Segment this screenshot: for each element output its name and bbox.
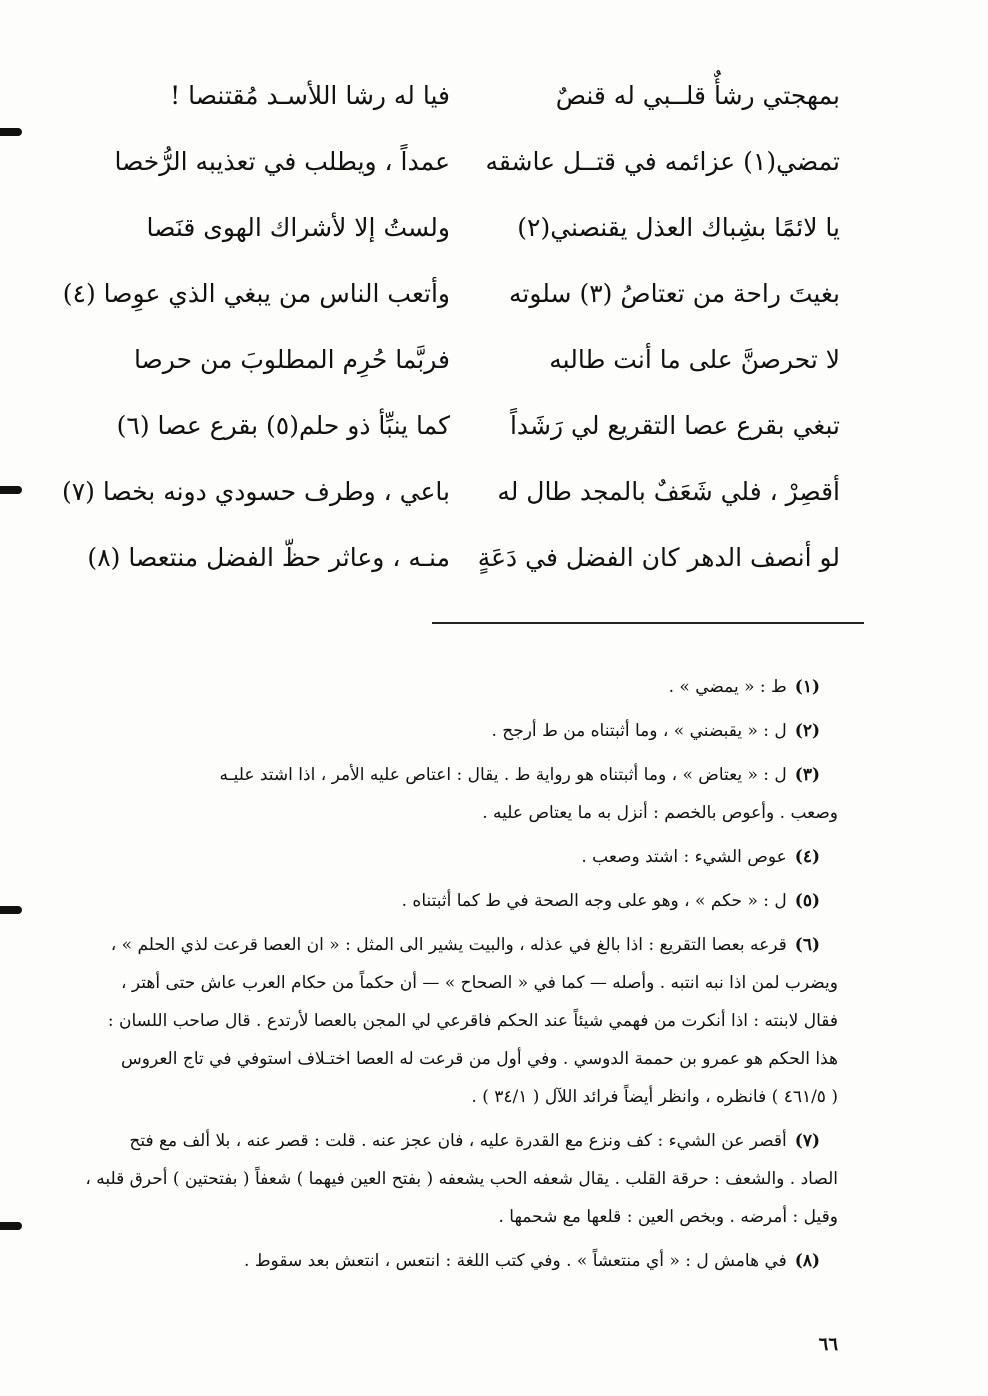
- footnote-text: وصعب . وأعوص بالخصم : أنزل به ما يعتاص عليه .: [482, 803, 838, 823]
- verse-line: [61, 458, 840, 524]
- footnote: [78, 926, 838, 1116]
- footnote-text: هذا الحكم هو عمرو بن حممة الدوسي . وفي أول من قرعت له العصا اختـلاف استوفي في تاج العروس: [121, 1049, 838, 1069]
- scan-margin-mark: [0, 1222, 22, 1230]
- verse-first-hemistich: يا لائمًا بشِباك العذل يقنصني(٢): [517, 212, 840, 242]
- footnote-text: في هامش ل : « أي منتعشاً » . وفي كتب اللغة : انتعس ، انتعش بعد سقوط .: [244, 1251, 787, 1271]
- footnote-number: (٣): [794, 765, 820, 785]
- footnote-number: (٧): [794, 1131, 820, 1151]
- verse-line: [87, 524, 840, 590]
- footnote: [78, 1242, 838, 1280]
- footnote-text: ( ٤٦١/٥ ) فانظره ، وانظر أيضاً فرائد اللآل ( ٣٤/١ ) .: [471, 1087, 838, 1107]
- footnote: [78, 882, 838, 920]
- footnote: [78, 756, 838, 832]
- verse-first-hemistich: لو أنصف الدهر كان الفضل في دَعَةٍ: [477, 542, 840, 572]
- footnote: [78, 838, 838, 876]
- verse-first-hemistich: بمهجتي رشأٌ قلــبي له قنصٌ: [555, 80, 840, 110]
- footnote-number: (٦): [794, 935, 820, 955]
- scan-margin-mark: [0, 128, 22, 136]
- footnote-text: وقيل : أمرضه . وبخص العين : قلعها مع شحمها .: [498, 1207, 838, 1227]
- verse-first-hemistich: بغيتَ راحة من تعتاصُ (٣) سلوته: [509, 278, 840, 308]
- footnote-text: ل : « يقبضني » ، وما أثبتناه من ط أرجح .: [491, 721, 787, 741]
- verse-line: [90, 62, 840, 128]
- verse-second-hemistich: كما ينبِّأ ذو حلم(٥) بقرع عصا (٦): [116, 410, 450, 440]
- footnote: [78, 668, 838, 706]
- footnote-divider: [432, 622, 864, 624]
- footnote: [78, 712, 838, 750]
- footnote-text: الصاد . والشعف : حرقة القلب . يقال شعفه الحب يشعفه ( بفتح العين فيهما ) شعفاً ( بفتحتين ) أحرق قلبه ،: [85, 1169, 838, 1189]
- footnote-number: (١): [794, 677, 820, 697]
- verse-second-hemistich: فربَّما حُرِم المطلوبَ من حرصا: [133, 344, 450, 374]
- footnote: [78, 1122, 838, 1236]
- footnote-text: فقال لابنته : اذا أنكرت من فهمي شيئاً عند الحكم فاقرعي لي المجن بالعصا لأرتدع . قال صاحب اللسان :: [107, 1011, 838, 1031]
- footnote-text: ط : « يمضي » .: [668, 677, 787, 697]
- footnote-number: (٥): [794, 891, 820, 911]
- verse-second-hemistich: وأتعب الناس من يبغي الذي عوِصا (٤): [62, 278, 450, 308]
- verse-first-hemistich: تمضي(١) عزائمه في قتــل عاشقه: [485, 146, 840, 176]
- poem-verses: [61, 62, 840, 590]
- verse-line: [90, 128, 840, 194]
- scan-margin-mark: [0, 486, 22, 494]
- footnote-number: (٢): [794, 721, 820, 741]
- footnote-text: ل : « حكم » ، وهو على وجه الصحة في ط كما أثبتناه .: [401, 891, 787, 911]
- footnote-text: ل : « يعتاض » ، وما أثبتناه هو رواية ط . يقال : اعتاص عليه الأمر ، اذا اشتد عليـه: [219, 765, 787, 785]
- footnote-number: (٨): [794, 1251, 820, 1271]
- verse-second-hemistich: ولستُ إلا لأشراك الهوى قنَصا: [146, 212, 450, 242]
- footnote-text: عوص الشيء : اشتد وصعب .: [581, 847, 787, 867]
- verse-first-hemistich: لا تحرصنَّ على ما أنت طالبه: [549, 344, 840, 374]
- verse-line: [90, 392, 840, 458]
- footnote-text: أقصر عن الشيء : كف ونزع مع القدرة عليه ، فان عجز عنه . قلت : قصر عنه ، بلا ألف مع فتح: [129, 1131, 787, 1151]
- verse-first-hemistich: تبغي بقرع عصا التقريع لي رَشَداً: [509, 410, 840, 440]
- verse-second-hemistich: عمداً ، ويطلب في تعذيبه الرُّخصا: [114, 146, 450, 176]
- verse-second-hemistich: فيا له رشا اللأسـد مُقتنصا !: [170, 80, 450, 110]
- footnotes: [78, 662, 838, 1280]
- page-number: ٦٦: [818, 1334, 838, 1355]
- verse-line: [90, 326, 840, 392]
- scan-margin-mark: [0, 906, 22, 914]
- verse-first-hemistich: أقصِرْ ، فلي شَعَفٌ بالمجد طال له: [497, 476, 840, 506]
- footnote-text: قرعه بعصا التقريع : اذا بالغ في عذله ، والبيت يشير الى المثل : « ان العصا قرعت لذي الحلم » ،: [110, 935, 787, 955]
- footnote-text: ويضرب لمن اذا نبه انتبه . وأصله — كما في « الصحاح » — أن حكماً من حكام العرب عاش حتى أهتر ،: [120, 973, 838, 993]
- verse-line: [90, 194, 840, 260]
- verse-second-hemistich: منـه ، وعاثر حظّ الفضل منتعصا (٨): [87, 542, 450, 572]
- verse-line: [62, 260, 840, 326]
- footnote-number: (٤): [794, 847, 820, 867]
- verse-second-hemistich: باعي ، وطرف حسودي دونه بخصا (٧): [61, 476, 450, 506]
